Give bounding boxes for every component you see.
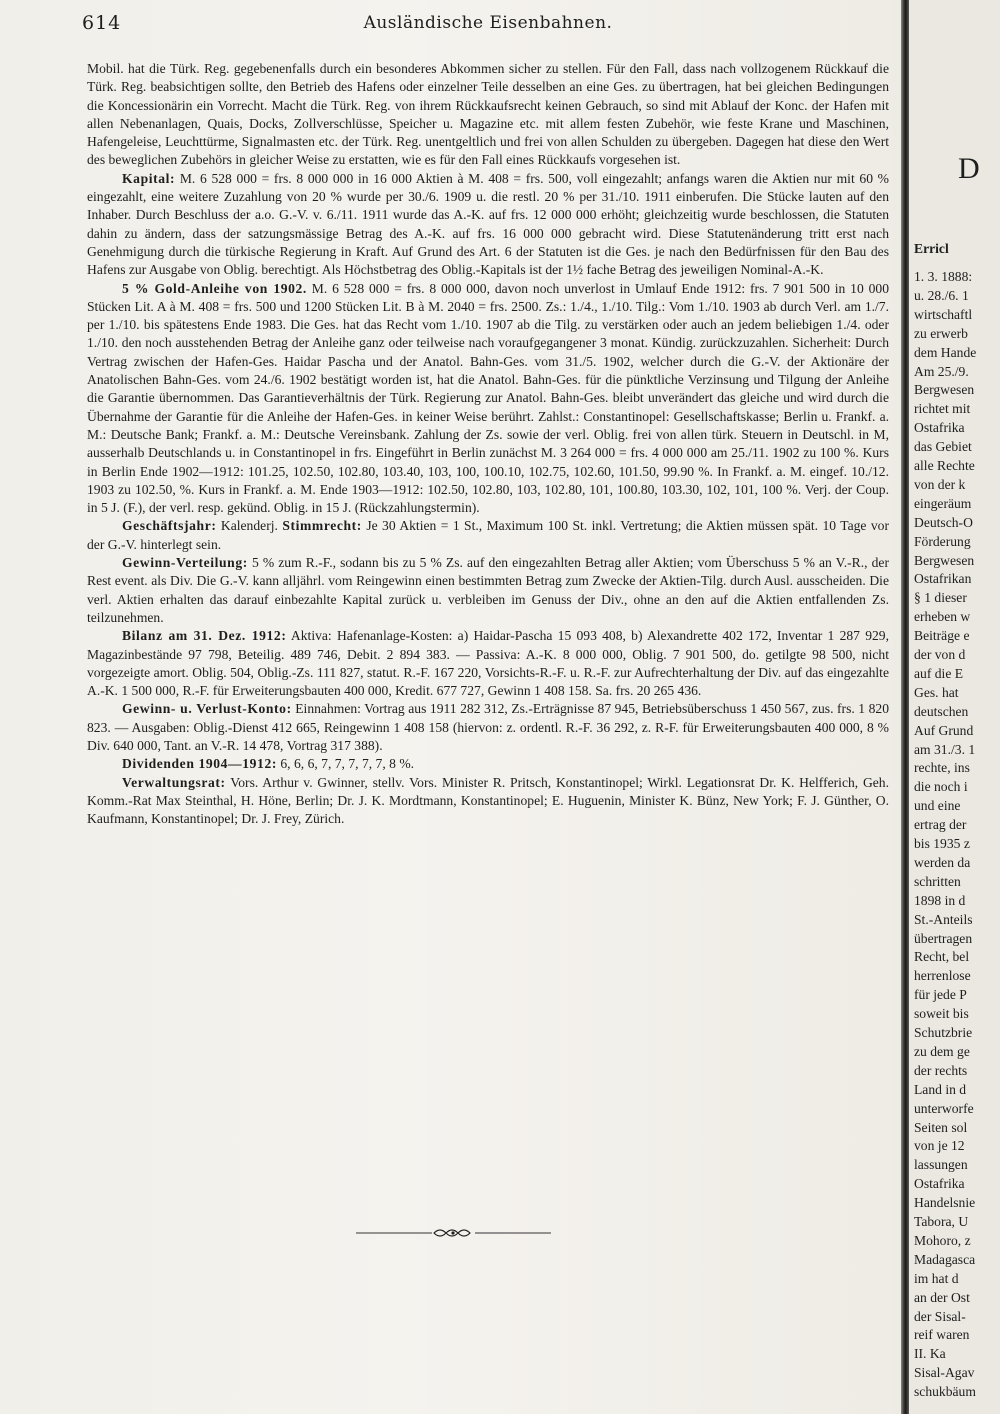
ornament-divider <box>356 1226 551 1240</box>
next-page-text-fragment: ertrag der <box>914 817 967 833</box>
dividenden-text: 6, 6, 6, 7, 7, 7, 7, 7, 8 %. <box>276 756 415 772</box>
paragraph-verwaltungsrat <box>87 774 889 829</box>
next-page-text-fragment: übertragen <box>914 930 973 946</box>
next-page-text-fragment: die noch i <box>914 779 968 795</box>
verwaltungsrat-text: Vors. Arthur v. Gwinner, stellv. Vors. Minister R. Pritsch, Konstantinopel; Wirkl. Legationsrat Dr. K. Helfferich, Geh. Komm.-Rat Max Steinthal, H. Höne, Berlin; Dr. J. K. Mordtmann, Konstantinopel; E. Huguenin, Minister K. Bünz, New York; F. J. Günther, O. Kaufmann, Konstantinopel; Dr. J. Frey, Zürich. <box>87 774 889 827</box>
next-page-text-fragment: zu dem ge <box>914 1043 970 1059</box>
page-gutter <box>901 0 909 1414</box>
gewinn-verlust-text: Einnahmen: Vortrag aus 1911 282 312, Zs.-Erträgnisse 87 945, Betriebsüberschuss 1 450 567, zus. frs. 1 820 823. — Ausgaben: Oblig.-Dienst 412 665, Reingewinn 1 408 158 (hiervon: z. ordentl. R.-F. 36 292, z. R-F. für Erweiterungsbauten 400 000, 8 % Div. 640 000, Tant. an V.-R. 14 478, Vortrag 317 388). <box>87 701 889 753</box>
paragraph-geschaeftsjahr <box>87 517 889 554</box>
main-text-column <box>87 60 889 828</box>
next-page-heading-fragment: D <box>958 152 980 185</box>
running-title: Ausländische Eisenbahnen. <box>363 13 613 33</box>
next-page-text-fragment: das Gebiet <box>914 439 972 455</box>
next-page-text-fragment: 1898 in d <box>914 892 966 908</box>
next-page-text-fragment: erheben w <box>914 609 971 625</box>
next-page-text-fragment: Tabora, U <box>914 1214 969 1229</box>
next-page-text-fragment: unterworfe <box>914 1100 974 1116</box>
gewinn-verteilung-text: 5 % zum R.-F., sodann bis zu 5 % Zs. auf den eingezahlten Betrag aller Aktien; vom Überschuss 5 % an V.-R., der Rest event. als Div. Die G.-V. kann alljährl. vom Reingewinn einen bestimmten Betrag zum Zwecke der Aktien-Tilg. durch Ausl. ausscheiden. Die verl. Aktien erhalten das darauf einbezahlte Kapital zurück u. verbleiben im Genuss der Div., ohne an den auf die Aktien entfallenden Zs. teilzunehmen. <box>87 555 889 625</box>
next-page-text-fragment: Seiten sol <box>914 1119 968 1135</box>
next-page-text-fragment: Förderung <box>914 533 971 549</box>
stimmrecht-text: Je 30 Aktien = 1 St., Maximum 100 St. inkl. Vertretung; die Aktien müssen spät. 10 Tage vor der G.-V. hinterlegt sein. <box>87 518 889 552</box>
next-page-text-fragment: Erricl <box>914 241 949 256</box>
next-page-text-fragment: herrenlose <box>914 968 971 984</box>
next-page-text-fragment: zu erwerb <box>914 325 968 341</box>
next-page-text-fragment: von je 12 <box>914 1138 965 1154</box>
paragraph-gold-anleihe <box>87 280 889 518</box>
next-page-text-fragment: auf die E <box>914 665 964 681</box>
next-page-text-fragment: Schutzbrie <box>914 1025 973 1040</box>
paragraph-bilanz <box>87 627 889 700</box>
paragraph-gewinn-verteilung <box>87 554 889 627</box>
next-page-text-fragment: bis 1935 z <box>914 836 970 851</box>
next-page-text-fragment: 1. 3. 1888: <box>914 269 973 284</box>
next-page-text-fragment: für jede P <box>914 987 967 1003</box>
geschaeftsjahr-heading: Geschäftsjahr: <box>122 518 217 534</box>
next-page-text-fragment: Madagasca <box>914 1251 976 1267</box>
next-page-text-fragment: Recht, bel <box>914 949 970 965</box>
dividenden-heading: Dividenden 1904—1912: <box>122 756 277 772</box>
page-header <box>82 10 894 40</box>
next-page-text-fragment: Land in d <box>914 1081 967 1097</box>
gold-anleihe-text: M. 6 528 000 = frs. 8 000 000, davon noch unverlost in Umlauf Ende 1912: frs. 7 901 500 in 10 000 Stücken Lit. A à M. 408 = frs. 500 und 1200 Stücken Lit. B à M. 2040 = frs. 2500. Zs.: 1./4., 1./10. Tilg.: Vom 1./10. 1903 ab durch Verl. am 1./7. per 1./10. bis spätestens Ende 1983. Die Ges. hat das Recht vom 1./10. 1907 ab die Tilg. zu verstärken oder auch an jedem beliebigen 1./4. oder 1./10. den noch ausstehenden Betrag der Anleihe ganz oder teilweise nach voraufgegangener 3 monat. Kündig. zurückzuzahlen. Sicherheit: Durch Vertrag zwischen der Hafen-Ges. Haidar Pascha und der Anatol. Bahn-Ges. vom 31./5. 1902, welcher durch die G.-V. der Aktionäre der Anatolischen Bahn-Ges. vom 24./6. 1902 bestätigt worden ist, hat die Anatol. Bahn-Ges. für die pünktliche Verzinsung und Tilgung der Anleihe die Garantie übernommen. Das Garantieverhältnis der Türk. Regierung zur Anatol. Bahn-Ges. bleibt unverändert das gleiche und wird durch die Übernahme der Garantie für die Anleihe der Hafen-Ges. in keiner Weise berührt. Zahlst.: Constantinopel: Gesellschaftskasse; Berlin u. Frankf. a. M.: Deutsche Bank; Frankf. a. M.: Deutsche Vereinsbank. Zahlung der Zs. sowie der verl. Oblig. frei von allen türk. Steuern in Deutschl. in M, ausserhalb Deutschlands u. in Constantinopel in frs. Eingeführt in Berlin zunächst M. 3 264 000 = frs. 4 000 000 am 25./11. 1902 zu 100 %. Kurs in Berlin Ende 1902—1912: 101.25, 102.50, 102.80, 103.40, 103, 100, 100.10, 102.75, 102.60, 101.50, 99.90 %. In Frankf. a. M. eingef. 10./12. 1903 zu 102.50, %. Kurs in Frankf. a. M. Ende 1903—1912: 102.50, 102.80, 103, 102.80, 101, 100.80, 103.30, 102, 101, 100 %. Verj. der Coup. in 5 J. (F.), der verl. resp. gekünd. Oblig. in 15 J. (Rückzahlungstermin). <box>87 280 889 516</box>
next-page-text-fragment: Bergwesen <box>914 552 975 568</box>
paragraph-hafen-rueckkauf: Mobil. hat die Türk. Reg. gegebenenfalls durch ein besonderes Abkommen sicher zu stellen. Für den Fall, dass nach vollzogenem Rückkauf die Türk. Reg. beabsichtigen sollte, den Betrieb des Hafens oder einzelner Teile desselben an eine Ges. zu übertragen, hat bei gleichen Bedingungen die Koncessionärin ein Vorrecht. Macht die Türk. Reg. von ihrem Rückkaufsrecht keinen Gebrauch, so sind mit Ablauf der Konc. der Hafen mit allen Nebenanlagen, Quais, Docks, Zollverschlüsse, Speicher u. Magazine etc. mit allem festen Zubehör, wie feste Krane und Maschinen, Hafengeleise, Leuchttürme, Signalmasten etc. der Türk. Reg. unentgeltlich und frei von allen Schulden zu übergeben. Dagegen hat diese den Wert des beweglichen Zubehörs in gleicher Weise zu erstatten, wie es für den Fall eines Rückkaufs vorgesehen ist. <box>87 61 889 168</box>
next-page-text-fragment: lassungen <box>914 1157 968 1173</box>
next-page-text-fragment: richtet mit <box>914 401 971 417</box>
next-page-text-fragment: alle Rechte <box>914 458 975 473</box>
next-page-text-fragment: Auf Grund <box>914 722 974 738</box>
paragraph-dividenden <box>87 755 889 773</box>
next-page-text-fragment: Sisal-Agav <box>914 1365 975 1381</box>
next-page-text-fragment: an der Ost <box>914 1289 970 1305</box>
next-page-text-fragment: rechte, ins <box>914 760 970 776</box>
next-page-text-fragment: schukbäum <box>914 1384 976 1400</box>
next-page-text-fragment: Beiträge e <box>914 628 970 644</box>
next-page-text-fragment: Ges. hat <box>914 684 959 700</box>
next-page-text-fragment: von der k <box>914 476 966 492</box>
next-page-text-fragment: Ostafrikan <box>914 571 972 587</box>
next-page-text-fragment: Ostafrika <box>914 1176 965 1192</box>
kapital-text: M. 6 528 000 = frs. 8 000 000 in 16 000 Aktien à M. 408 = frs. 500, voll eingezahlt; anfangs waren die Aktien nur mit 60 % eingezahlt, eine weitere Zuzahlung von 20 % wurde per 30./6. 1909 u. die restl. 20 % per 31./10. 1911 einberufen. Die Stücke lauten auf den Inhaber. Durch Beschluss der a.o. G.-V. v. 6./11. 1911 wurde das A.-K. auf frs. 12 000 000 erhöht; gleichzeitig wurde beschlossen, die Statuten dahin zu ändern, dass der satzungsmässige Betrag des A.-K. auf frs. 16 000 000 gebracht wird. Diese Statutenänderung tritt erst nach Genehmigung durch die türkische Regierung in Kraft. Auf Grund des Art. 6 der Statuten ist die Ges. je nach den Bedürfnissen für den Bau des Hafens zur Ausgabe von Oblig. berechtigt. Als Höchstbetrag des Oblig.-Kapitals ist der 1½ fache Betrag des jeweiligen Nominal-A.-K. <box>87 170 889 278</box>
paragraph-gewinn-verlust <box>87 700 889 755</box>
next-page-text-fragment: Mohoro, z <box>914 1232 971 1248</box>
next-page-text-fragment: eingeräum <box>914 495 972 511</box>
next-page-text-fragment: reif waren <box>914 1327 970 1343</box>
next-page-text-fragment: der Sisal- <box>914 1308 966 1324</box>
paragraph-kapital <box>87 170 889 280</box>
next-page-text-fragment: dem Hande <box>914 344 977 360</box>
next-page-text-fragment: der von d <box>914 647 966 662</box>
page-number: 614 <box>82 12 122 34</box>
gold-anleihe-heading: 5 % Gold-Anleihe von 1902. <box>122 280 307 296</box>
geschaeftsjahr-text: Kalenderj. <box>216 518 278 534</box>
next-page-text-fragment: II. Ka <box>914 1346 946 1362</box>
next-page-text-fragment: Ostafrika <box>914 420 965 436</box>
next-page-text-fragment: u. 28./6. 1 <box>914 287 969 303</box>
gewinn-verteilung-heading: Gewinn-Verteilung: <box>122 555 248 571</box>
next-page-text-fragment: wirtschaftl <box>914 306 973 322</box>
kapital-heading: Kapital: <box>122 170 176 186</box>
next-page-text-fragment: am 31./3. 1 <box>914 741 976 757</box>
gewinn-verlust-heading: Gewinn- u. Verlust-Konto: <box>122 701 292 717</box>
next-page-text-fragment: soweit bis <box>914 1006 969 1022</box>
next-page-text-fragment: St.-Anteils <box>914 911 973 927</box>
next-page-text-fragment: im hat d <box>914 1270 959 1286</box>
next-page-text-fragment: § 1 dieser <box>914 590 967 606</box>
verwaltungsrat-heading: Verwaltungsrat: <box>122 774 226 790</box>
next-page-text-fragment: Handelsnie <box>914 1195 976 1211</box>
stimmrecht-heading: Stimmrecht: <box>282 518 362 534</box>
next-page-text-fragment: werden da <box>914 854 971 870</box>
next-page-text-fragment: deutschen <box>914 703 969 719</box>
next-page-text-fragment: Am 25./9. <box>914 363 969 379</box>
next-page-text-fragment: Deutsch-O <box>914 514 973 530</box>
bilanz-heading: Bilanz am 31. Dez. 1912: <box>122 628 287 644</box>
next-page-text-fragment: der rechts <box>914 1062 968 1078</box>
bilanz-text: Aktiva: Hafenanlage-Kosten: a) Haidar-Pascha 15 093 408, b) Alexandrette 402 172, Inventar 1 287 929, Magazinbestände 97 798, Beteilig. 489 746, Debit. 2 894 383. — Passiva: A.-K. 8 000 000, Oblig. 7 901 500, do. getilgte 98 500, nicht vorgezeigte amort. Oblig. 504, Oblig.-Zs. 111 827, statut. R.-F. 167 220, Vorsichts-R.-F. u. R.-F. zur Aufrechterhaltung der Div. auf das eingezahlte A.-K. 1 500 000, R.-F. für Erweiterungsbauten 400 000, Kredit. 677 727, Gewinn 1 408 158. Sa. frs. 20 265 436. <box>87 628 889 699</box>
next-page-text-fragment: und eine <box>914 798 961 814</box>
next-page-edge <box>910 0 1000 1414</box>
next-page-text-fragment: schritten <box>914 873 961 889</box>
next-page-text-fragment: Bergwesen <box>914 382 975 398</box>
